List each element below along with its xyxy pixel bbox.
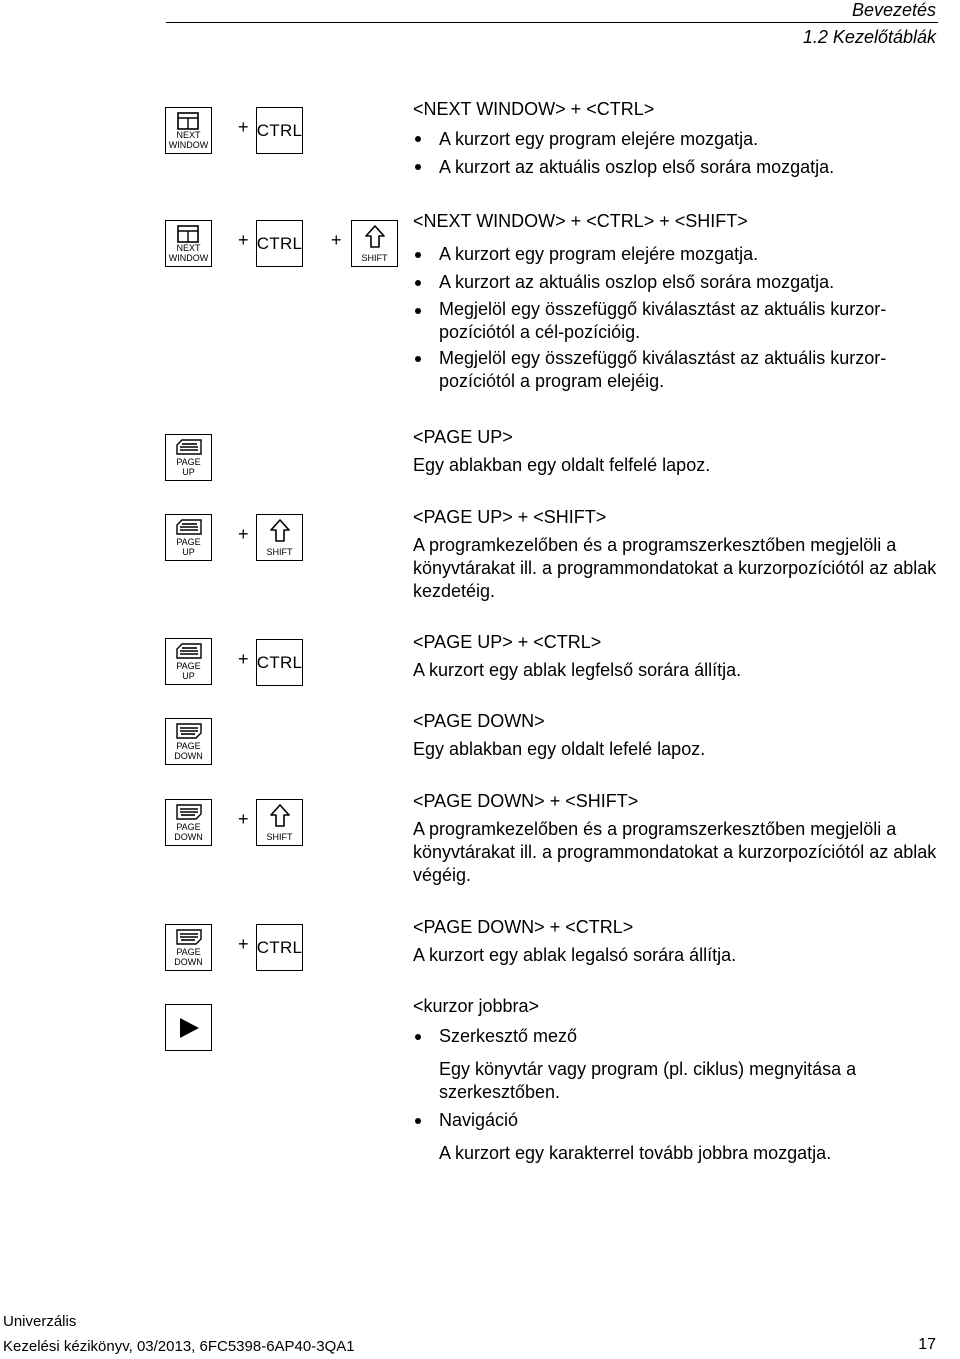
shift-arrow-icon [270, 519, 290, 543]
list-item: A kurzort az aktuális oszlop első sorára mozgatja. [439, 272, 835, 292]
shift-arrow-icon [270, 804, 290, 828]
page-down-key [165, 799, 212, 846]
description: A kurzort egy ablak legfelső sorára állítja. [413, 660, 742, 680]
shift-key-label: SHIFT [266, 546, 293, 557]
description: Egy ablakban egy oldalt lefelé lapoz. [413, 739, 706, 759]
section-heading: <PAGE UP> + <CTRL> [413, 632, 602, 652]
next-window-icon [177, 112, 199, 130]
plus-sign: + [331, 230, 342, 250]
section-heading: <PAGE DOWN> + <SHIFT> [413, 791, 639, 811]
plus-sign: + [238, 230, 249, 250]
ctrl-key [256, 107, 303, 154]
ctrl-key [256, 639, 303, 686]
shift-key [256, 799, 303, 846]
arrow-right-icon [177, 1016, 201, 1040]
ctrl-key-label: CTRL [256, 233, 303, 253]
list-item: A kurzort egy program elejére mozgatja. [439, 244, 759, 264]
section-heading: <NEXT WINDOW> + <CTRL> + <SHIFT> [413, 211, 748, 231]
plus-sign: + [238, 649, 249, 669]
list-item: Megjelöl egy összefüggő kiválasztást az aktuális kurzor- [439, 348, 887, 368]
list-item-continuation: pozíciótól a cél-pozícióig. [439, 322, 641, 342]
description: A programkezelőben és a programszerkesztőben megjelöli a [413, 535, 897, 555]
bullet [415, 308, 421, 314]
shift-arrow-icon [365, 225, 385, 249]
page-down-key-label: PAGE DOWN [174, 947, 203, 967]
chapter-title: Bevezetés [851, 0, 936, 20]
page-up-key [165, 434, 212, 481]
description: könyvtárakat ill. a programmondatokat a kurzorpozíciótól az ablak [413, 558, 937, 578]
list-item: A kurzort az aktuális oszlop első sorára mozgatja. [439, 157, 835, 177]
plus-sign: + [238, 934, 249, 954]
footer-product: Univerzális [3, 1313, 77, 1330]
cursor-right-key [165, 1004, 212, 1051]
ctrl-key [256, 924, 303, 971]
page-up-key [165, 638, 212, 685]
description: A kurzort egy ablak legalsó sorára állítja. [413, 945, 737, 965]
next-window-key-label: NEXT WINDOW [168, 130, 209, 150]
page-down-key [165, 924, 212, 971]
page-up-key-label: PAGE UP [176, 661, 201, 681]
description: Egy ablakban egy oldalt felfelé lapoz. [413, 455, 711, 475]
next-window-icon [177, 225, 199, 243]
section-title: 1.2 Kezelőtáblák [802, 27, 936, 47]
page-up-key [165, 514, 212, 561]
bullet [415, 1118, 421, 1124]
next-window-key-label: NEXT WINDOW [168, 243, 209, 263]
section-heading: <kurzor jobbra> [413, 996, 540, 1016]
ctrl-key-label: CTRL [256, 120, 303, 140]
page-down-key-label: PAGE DOWN [174, 741, 203, 761]
shift-key-label: SHIFT [361, 252, 388, 263]
description: kezdetéig. [413, 581, 496, 601]
list-item-continuation: pozíciótól a program elejéig. [439, 371, 665, 391]
description: végéig. [413, 865, 472, 885]
page-up-icon [176, 643, 202, 659]
ctrl-key [256, 220, 303, 267]
ctrl-key-label: CTRL [256, 937, 303, 957]
list-item: A kurzort egy program elejére mozgatja. [439, 129, 759, 149]
page-up-icon [176, 439, 202, 455]
ctrl-key-label: CTRL [256, 652, 303, 672]
page-down-key [165, 718, 212, 765]
next-window-key [165, 220, 212, 267]
page-number: 17 [918, 1336, 936, 1353]
page-up-icon [176, 519, 202, 535]
page-down-icon [176, 723, 202, 739]
section-heading: <PAGE UP> + <SHIFT> [413, 507, 607, 527]
shift-key [256, 514, 303, 561]
description: szerkesztőben. [439, 1082, 561, 1102]
footer-manual: Kezelési kézikönyv, 03/2013, 6FC5398-6AP40-3QA1 [3, 1338, 355, 1355]
page-down-icon [176, 804, 202, 820]
description: A programkezelőben és a programszerkesztőben megjelöli a [413, 819, 897, 839]
list-item: Navigáció [439, 1110, 519, 1130]
shift-key-label: SHIFT [266, 831, 293, 842]
list-item: Megjelöl egy összefüggő kiválasztást az aktuális kurzor- [439, 299, 887, 319]
page-up-key-label: PAGE UP [176, 537, 201, 557]
list-item: Szerkesztő mező [439, 1026, 578, 1046]
shift-key [351, 220, 398, 267]
bullet [415, 252, 421, 258]
plus-sign: + [238, 524, 249, 544]
header-rule [166, 22, 938, 23]
page-down-icon [176, 929, 202, 945]
description: könyvtárakat ill. a programmondatokat a kurzorpozíciótól az ablak [413, 842, 937, 862]
section-heading: <PAGE DOWN> [413, 711, 545, 731]
bullet [415, 136, 421, 142]
description: A kurzort egy karakterrel tovább jobbra mozgatja. [439, 1143, 832, 1163]
description: Egy könyvtár vagy program (pl. ciklus) megnyitása a [439, 1059, 857, 1079]
bullet [415, 280, 421, 286]
page-down-key-label: PAGE DOWN [174, 822, 203, 842]
bullet [415, 1034, 421, 1040]
plus-sign: + [238, 809, 249, 829]
bullet [415, 356, 421, 362]
bullet [415, 164, 421, 170]
section-heading: <PAGE UP> [413, 427, 513, 447]
plus-sign: + [238, 117, 249, 137]
page-up-key-label: PAGE UP [176, 457, 201, 477]
next-window-key [165, 107, 212, 154]
section-heading: <PAGE DOWN> + <CTRL> [413, 917, 634, 937]
section-heading: <NEXT WINDOW> + <CTRL> [413, 99, 655, 119]
